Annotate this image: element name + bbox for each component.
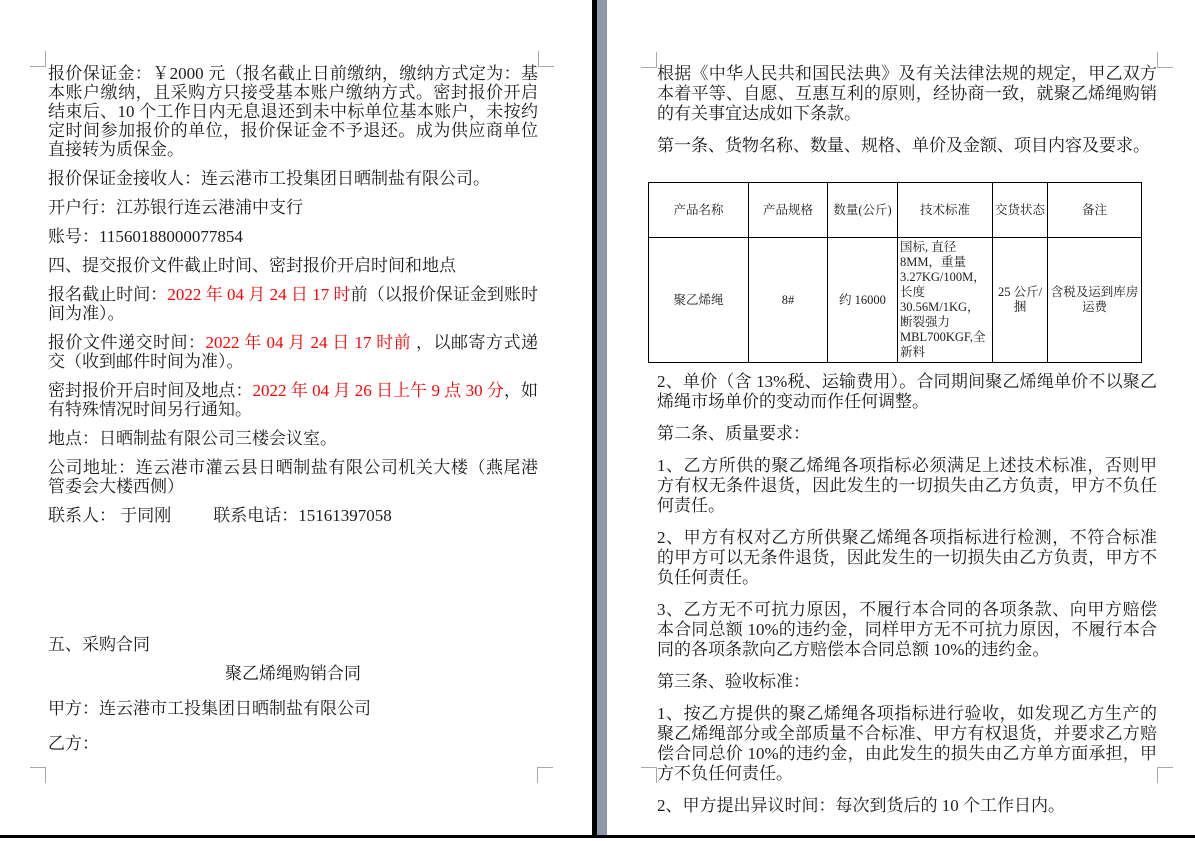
page-left[interactable] xyxy=(0,0,592,835)
cell-product-name: 聚乙烯绳 xyxy=(649,238,749,363)
page-gap-divider xyxy=(592,0,607,835)
margin-mark-icon xyxy=(641,767,657,783)
register-deadline-label: 报名截止时间： xyxy=(48,285,168,304)
col-header-tech-standard: 技术标准 xyxy=(898,183,993,238)
col-header-quantity: 数量(公斤) xyxy=(828,183,898,238)
party-b-line: 乙方： xyxy=(48,734,99,753)
party-a-line: 甲方：连云港市工投集团日晒制盐有限公司 xyxy=(48,699,371,718)
cell-remark: 含税及运到库房运费 xyxy=(1048,238,1142,363)
submit-time-paragraph xyxy=(48,333,538,371)
location-paragraph: 地点：日晒制盐有限公司三楼会议室。 xyxy=(48,429,337,448)
contact-paragraph xyxy=(48,506,538,525)
bank-paragraph: 开户行：江苏银行连云港浦中支行 xyxy=(48,198,303,217)
col-header-spec: 产品规格 xyxy=(749,183,828,238)
goods-table-header-row xyxy=(649,183,1142,238)
right-page-text xyxy=(657,64,1157,828)
contract-intro-paragraph: 根据《中华人民共和国民法典》及有关法律法规的规定，甲乙双方本着平等、自愿、互惠互利的原则，经协商一致，就聚乙烯绳购销的有关事宜达成如下条款。 xyxy=(657,64,1157,123)
company-address-paragraph: 公司地址：连云港市灌云县日晒制盐有限公司机关大楼（燕尾港管委会大楼西侧） xyxy=(48,458,538,496)
clause1-heading: 第一条、货物名称、数量、规格、单价及金额、项目内容及要求。 xyxy=(657,136,1150,155)
cell-quantity: 约 16000 xyxy=(828,238,898,363)
col-header-remark: 备注 xyxy=(1048,183,1142,238)
register-deadline-date: 2022 年 04 月 24 日 17 时 xyxy=(167,285,351,304)
page-bottom-border xyxy=(0,835,1195,838)
clause3-item1: 1、按乙方提供的聚乙烯绳各项指标进行验收，如发现乙方生产的聚乙烯绳部分或全部质量不合标准、甲方有权退货，并要求乙方赔偿合同总价 10%的违约金，由此发生的损失由乙方单方面承担，甲方不负任何责任。 xyxy=(657,704,1157,783)
contact-person: 联系人： 于同刚 xyxy=(48,506,172,525)
goods-table xyxy=(648,182,1142,363)
contract-title: 聚乙烯绳购销合同 xyxy=(225,664,361,683)
cell-spec: 8# xyxy=(749,238,828,363)
clause2-heading: 第二条、质量要求： xyxy=(657,424,810,443)
open-time-rest: ，如有特殊情况时间另行通知。 xyxy=(48,381,539,419)
goods-table-data-row xyxy=(649,238,1142,363)
register-deadline-paragraph xyxy=(48,285,538,323)
clause2-item1: 1、乙方所供的聚乙烯绳各项指标必须满足上述技术标准，否则甲方有权无条件退货，因此发生的一切损失由乙方负责，甲方不负任何责任。 xyxy=(657,456,1157,515)
register-deadline-rest: 前（以报价保证金到账时间为准）。 xyxy=(48,285,539,323)
price-note-paragraph: 2、单价（含 13%税、运输费用）。合同期间聚乙烯绳单价不以聚乙烯绳市场单价的变动而作任何调整。 xyxy=(657,372,1157,411)
deposit-receiver-paragraph: 报价保证金接收人：连云港市工投集团日晒制盐有限公司。 xyxy=(48,169,490,188)
margin-mark-icon xyxy=(30,51,46,67)
submit-time-rest: ，以邮寄方式递交（收到邮件时间为准）。 xyxy=(48,333,538,371)
margin-mark-icon xyxy=(30,767,46,783)
page-right[interactable] xyxy=(607,0,1195,835)
section5-heading: 五、采购合同 xyxy=(48,635,150,654)
margin-mark-icon xyxy=(1157,52,1173,68)
col-header-product-name: 产品名称 xyxy=(649,183,749,238)
cell-delivery-state: 25 公斤/捆 xyxy=(993,238,1048,363)
margin-mark-icon xyxy=(538,51,554,67)
margin-mark-icon xyxy=(537,767,553,783)
clause3-item2: 2、甲方提出异议时间：每次到货后的 10 个工作日内。 xyxy=(657,796,1065,815)
open-time-label: 密封报价开启时间及地点： xyxy=(48,381,253,400)
col-header-delivery-state: 交货状态 xyxy=(993,183,1048,238)
open-time-date: 2022 年 04 月 26 日上午 9 点 30 分 xyxy=(252,381,504,400)
bid-deposit-paragraph: 报价保证金：￥2000 元（报名截止日前缴纳，缴纳方式定为：基本账户缴纳，且采购方只接受基本账户缴纳方式。密封报价开启结束后、10 个工作日内无息退还到未中标单位基本账户，未按约定时间参加报价的单位，报价保证金不予退还。成为供应商单位直接转为质保金。 xyxy=(48,64,538,159)
left-page-text xyxy=(48,64,538,763)
blank-space xyxy=(48,535,538,635)
cell-tech-standard: 国标, 直径8MM，重量3.27KG/100M，长度30.56M/1KG，断裂强力MBL700KGF,全新料 xyxy=(898,238,993,363)
margin-mark-icon xyxy=(1157,767,1173,783)
account-paragraph: 账号：11560188000077854 xyxy=(48,227,243,246)
submit-time-label: 报价文件递交时间： xyxy=(48,333,206,352)
clause2-item3: 3、乙方无不可抗力原因，不履行本合同的各项条款、向甲方赔偿本合同总额 10%的违约金，同样甲方无不可抗力原因，不履行本合同的各项条款向乙方赔偿本合同总额 10%的违约金。 xyxy=(657,600,1157,659)
clause3-heading: 第三条、验收标准： xyxy=(657,672,810,691)
section4-heading: 四、提交报价文件截止时间、密封报价开启时间和地点 xyxy=(48,256,456,275)
open-time-paragraph xyxy=(48,381,538,419)
submit-time-date: 2022 年 04 月 24 日 17 时前 xyxy=(205,333,412,352)
contact-phone: 联系电话：15161397058 xyxy=(213,506,392,525)
clause2-item2: 2、甲方有权对乙方所供聚乙烯绳各项指标进行检测，不符合标准的甲方可以无条件退货，因此发生的一切损失由乙方负责，甲方不负任何责任。 xyxy=(657,528,1157,587)
margin-mark-icon xyxy=(641,52,657,68)
